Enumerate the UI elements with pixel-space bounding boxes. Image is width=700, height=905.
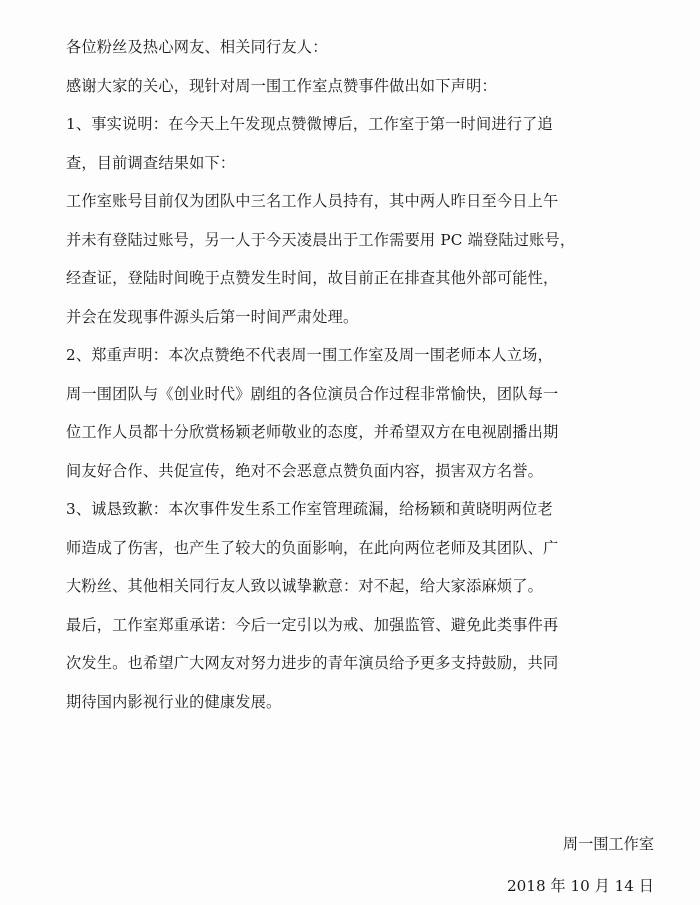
signature-block (507, 829, 654, 901)
text-line: 大粉丝、其他相关同行友人致以诚挚歉意：对不起，给大家添麻烦了。 (66, 577, 544, 595)
text-line: 经查证，登陆时间晚于点赞发生时间，故目前正在排查其他外部可能性， (66, 269, 559, 287)
text-line: 1、事实说明：在今天上午发现点赞微博后，工作室于第一时间进行了追 (66, 115, 553, 133)
signature-date: 2018 年 10 月 14 日 (506, 877, 654, 895)
text-line: 工作室账号目前仅为团队中三名工作人员持有，其中两人昨日至今日上午 (66, 192, 559, 210)
text-line: 最后，工作室郑重承诺：今后一定引以为戒、加强监管、避免此类事件再 (66, 615, 559, 634)
signature-name: 周一围工作室 (562, 835, 654, 853)
statement-body (66, 28, 670, 721)
text-line: 间友好合作、共促宣传，绝对不会恶意点赞负面内容，损害双方名誉。 (66, 461, 544, 480)
text-line: 并会在发现事件源头后第一时间严肃处理。 (66, 307, 359, 326)
text-line: 期待国内影视行业的健康发展。 (66, 692, 282, 711)
text-line: 位工作人员都十分欣赏杨颖老师敬业的态度，并希望双方在电视剧播出期 (66, 423, 559, 441)
text-line: 并未有登陆过账号，另一人于今天凌晨出于工作需要用 PC 端登陆过账号， (66, 230, 576, 249)
text-line: 师造成了伤害，也产生了较大的负面影响，在此向两位老师及其团队、广 (66, 538, 559, 557)
text-line: 次发生。也希望广大网友对努力进步的青年演员给予更多支持鼓励，共同 (66, 654, 559, 672)
intro-line: 感谢大家的关心，现针对周一围工作室点赞事件做出如下声明： (66, 76, 497, 95)
text-line: 查，目前调查结果如下： (66, 153, 236, 172)
salutation: 各位粉丝及热心网友、相关同行友人： (66, 38, 328, 56)
text-line: 3、诚恳致歉：本次事件发生系工作室管理疏漏，给杨颖和黄晓明两位老 (66, 500, 553, 518)
text-line: 周一围团队与《创业时代》剧组的各位演员合作过程非常愉快，团队每一 (66, 384, 559, 403)
text-line: 2、郑重声明：本次点赞绝不代表周一围工作室及周一围老师本人立场， (66, 346, 553, 364)
